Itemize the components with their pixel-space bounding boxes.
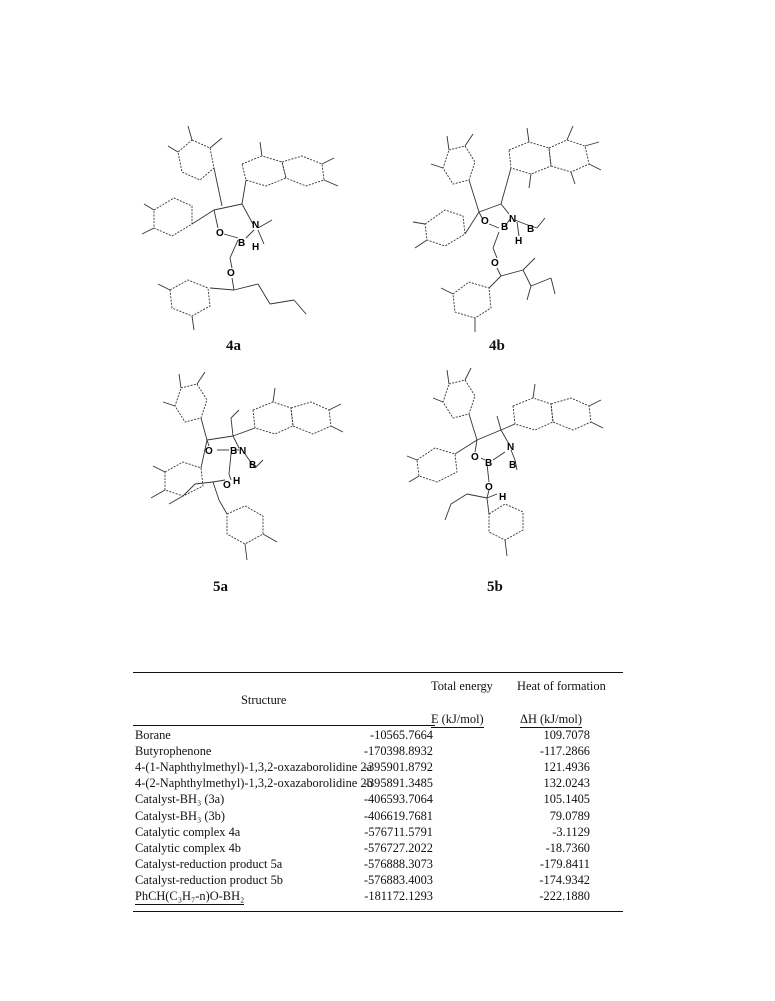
- structure-4a: [130, 118, 360, 354]
- atom-b: B: [485, 458, 493, 469]
- energy-cell: -406593.7064: [363, 792, 433, 807]
- table-row: [133, 776, 623, 792]
- energy-cell: -395901.8792: [363, 760, 433, 775]
- atom-o: O: [205, 446, 213, 457]
- atom-n: N: [239, 446, 247, 457]
- table-row: [133, 825, 623, 841]
- atom-b2: B: [527, 224, 535, 235]
- structure-cell: Borane: [135, 728, 171, 742]
- energy-cell: -576883.4003: [363, 872, 433, 887]
- atom-b: B: [230, 446, 238, 457]
- heat-cell: -174.9342: [539, 872, 590, 887]
- structure-cell: Catalyst-BH₃ (3a): [135, 792, 225, 807]
- atom-o: O: [471, 452, 479, 463]
- atom-h: H: [499, 492, 507, 503]
- col-subheader-energy: E (kJ/mol): [431, 712, 484, 726]
- atom-o: O: [481, 216, 489, 227]
- col-subheader-heat: ΔH (kJ/mol): [520, 712, 583, 726]
- atom-h: H: [252, 242, 260, 253]
- structure-cell: Catalyst-reduction product 5b: [135, 872, 283, 887]
- table-row: [133, 792, 623, 808]
- table-row: [133, 857, 623, 873]
- structure-5b-drawing: [405, 364, 635, 579]
- structure-5a-drawing: [135, 364, 365, 579]
- table-header-rule: [133, 725, 435, 726]
- heat-cell: -3.1129: [552, 824, 590, 839]
- structure-cell: PhCH(C₃H₇-n)O-BH₂: [135, 889, 245, 903]
- heat-cell: 79.0789: [549, 808, 590, 823]
- structure-cell: Catalytic complex 4b: [135, 840, 241, 855]
- table-row: [133, 744, 623, 760]
- heat-cell: 105.1405: [543, 792, 590, 807]
- table-row: [133, 728, 623, 744]
- atom-n: N: [507, 442, 515, 453]
- energy-cell: -576888.3073: [363, 856, 433, 871]
- structure-label: 4b: [489, 338, 505, 354]
- heat-cell: 109.7078: [543, 728, 590, 742]
- atom-b: B: [238, 238, 246, 249]
- structure-cell: Catalytic complex 4a: [135, 824, 241, 839]
- atom-h: H: [233, 476, 241, 487]
- table-row: [133, 889, 623, 905]
- structure-cell: Catalyst-reduction product 5a: [135, 856, 283, 871]
- atom-o2: O: [223, 480, 231, 491]
- structure-cell: 4-(1-Naphthylmethyl)-1,3,2-oxazaborolidine 2a: [135, 760, 373, 775]
- energy-cell: -576727.2022: [363, 840, 433, 855]
- structure-4a-drawing: [130, 118, 360, 338]
- heat-cell: 121.4936: [543, 760, 590, 775]
- energy-cell: -181172.1293: [364, 889, 433, 903]
- structure-5b: [405, 364, 635, 595]
- structure-4b: [405, 118, 635, 354]
- atom-h: H: [515, 236, 523, 247]
- atom-n: N: [252, 220, 260, 231]
- atom-b2: B: [249, 460, 257, 471]
- energy-cell: -576711.5791: [364, 824, 433, 839]
- col-header-heat: Heat of formation: [517, 679, 606, 693]
- table-row: [133, 809, 623, 825]
- atom-o2: O: [491, 258, 499, 269]
- atom-o2: O: [227, 268, 235, 279]
- heat-cell: -117.2866: [539, 744, 590, 759]
- atom-b: B: [501, 222, 509, 233]
- table-row: [133, 841, 623, 857]
- atom-o: O: [216, 228, 224, 239]
- energy-cell: -395891.3485: [363, 776, 433, 791]
- atom-o2: O: [485, 482, 493, 493]
- energy-cell: -406619.7681: [363, 808, 433, 823]
- structure-5a: [135, 364, 365, 595]
- structure-label: 4a: [226, 338, 241, 354]
- structure-label: 5a: [213, 579, 228, 595]
- col-header-structure: Structure: [241, 693, 287, 707]
- table-row: [133, 760, 623, 776]
- atom-n: N: [509, 214, 517, 225]
- heat-cell: 132.0243: [543, 776, 590, 791]
- atom-b2: B: [509, 460, 517, 471]
- table-row: [133, 873, 623, 889]
- structure-cell: 4-(2-Naphthylmethyl)-1,3,2-oxazaborolidine 2b: [135, 776, 373, 791]
- heat-cell: -18.7360: [545, 840, 590, 855]
- col-header-energy: Total energy: [431, 679, 493, 693]
- table-top-rule: [133, 672, 623, 673]
- energy-cell: -170398.8932: [363, 744, 433, 759]
- structure-cell: Butyrophenone: [135, 744, 212, 759]
- heat-cell: -222.1880: [539, 889, 590, 903]
- heat-cell: -179.8411: [539, 856, 590, 871]
- table-bottom-rule: [133, 911, 623, 912]
- structure-cell: Catalyst-BH₃ (3b): [135, 808, 226, 823]
- energy-cell: -10565.7664: [370, 728, 433, 742]
- structure-4b-drawing: [405, 118, 635, 338]
- structure-label: 5b: [487, 579, 503, 595]
